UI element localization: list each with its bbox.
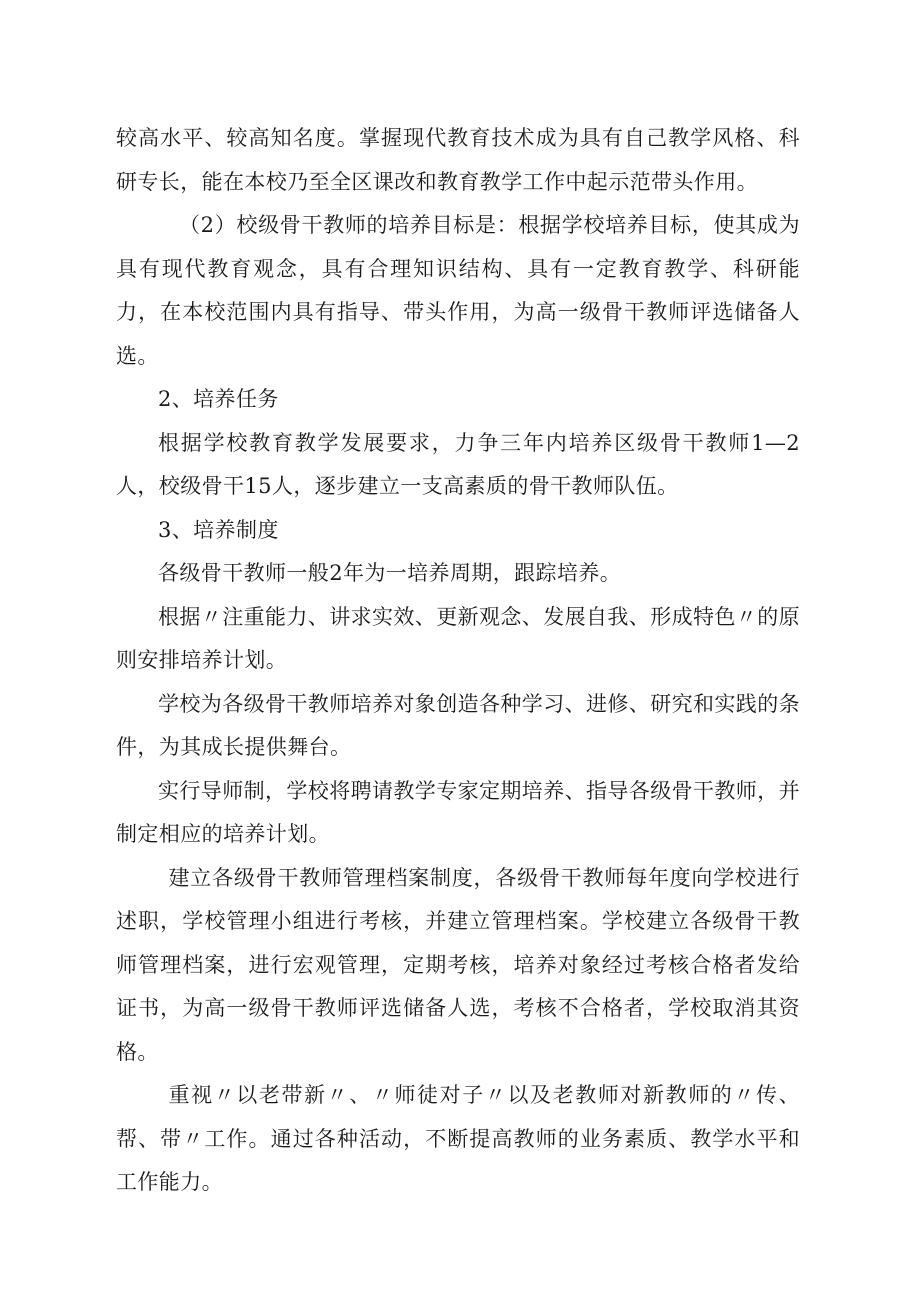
paragraph-mentoring: 重视〃以老带新〃、〃师徒对子〃以及老教师对新教师的〃传、帮、带〃工作。通过各种活动，不断提高教师的业务素质、教学水平和工作能力。	[116, 1083, 800, 1194]
section-heading-training-tasks: 2、培养任务	[158, 387, 279, 411]
paragraph-training-conditions: 学校为各级骨干教师培养对象创造各种学习、进修、研究和实践的条件，为其成长提供舞台。	[116, 691, 800, 759]
document-body	[116, 117, 800, 1205]
paragraph-training-tasks: 根据学校教育教学发展要求，力争三年内培养区级骨干教师1—2人，校级骨干15人，逐步建立一支高素质的骨干教师队伍。	[116, 430, 800, 498]
paragraph-mentor-system: 实行导师制，学校将聘请教学专家定期培养、指导各级骨干教师，并制定相应的培养计划。	[116, 778, 800, 846]
paragraph-continuation: 较高水平、较高知名度。掌握现代教育技术成为具有自己教学风格、科研专长，能在本校乃至全区课改和教育教学工作中起示范带头作用。	[116, 126, 800, 194]
section-heading-training-system: 3、培养制度	[158, 517, 279, 542]
paragraph-training-principles: 根据〃注重能力、讲求实效、更新观念、发展自我、形成特色〃的原则安排培养计划。	[116, 604, 800, 672]
paragraph-school-level-goal: （2）校级骨干教师的培养目标是：根据学校培养目标，使其成为具有现代教育观念，具有合理知识结构、具有一定教育教学、科研能力，在本校范围内具有指导、带头作用，为高一级骨干教师评选储备人选。	[116, 213, 800, 368]
paragraph-archive-system: 建立各级骨干教师管理档案制度，各级骨干教师每年度向学校进行述职，学校管理小组进行考核，并建立管理档案。学校建立各级骨干教师管理档案，进行宏观管理，定期考核，培养对象经过考核合格者发给证书，为高一级骨干教师评选储备人选，考核不合格者，学校取消其资格。	[116, 865, 800, 1064]
paragraph-training-cycle: 各级骨干教师一般2年为一培养周期，跟踪培养。	[158, 561, 622, 585]
